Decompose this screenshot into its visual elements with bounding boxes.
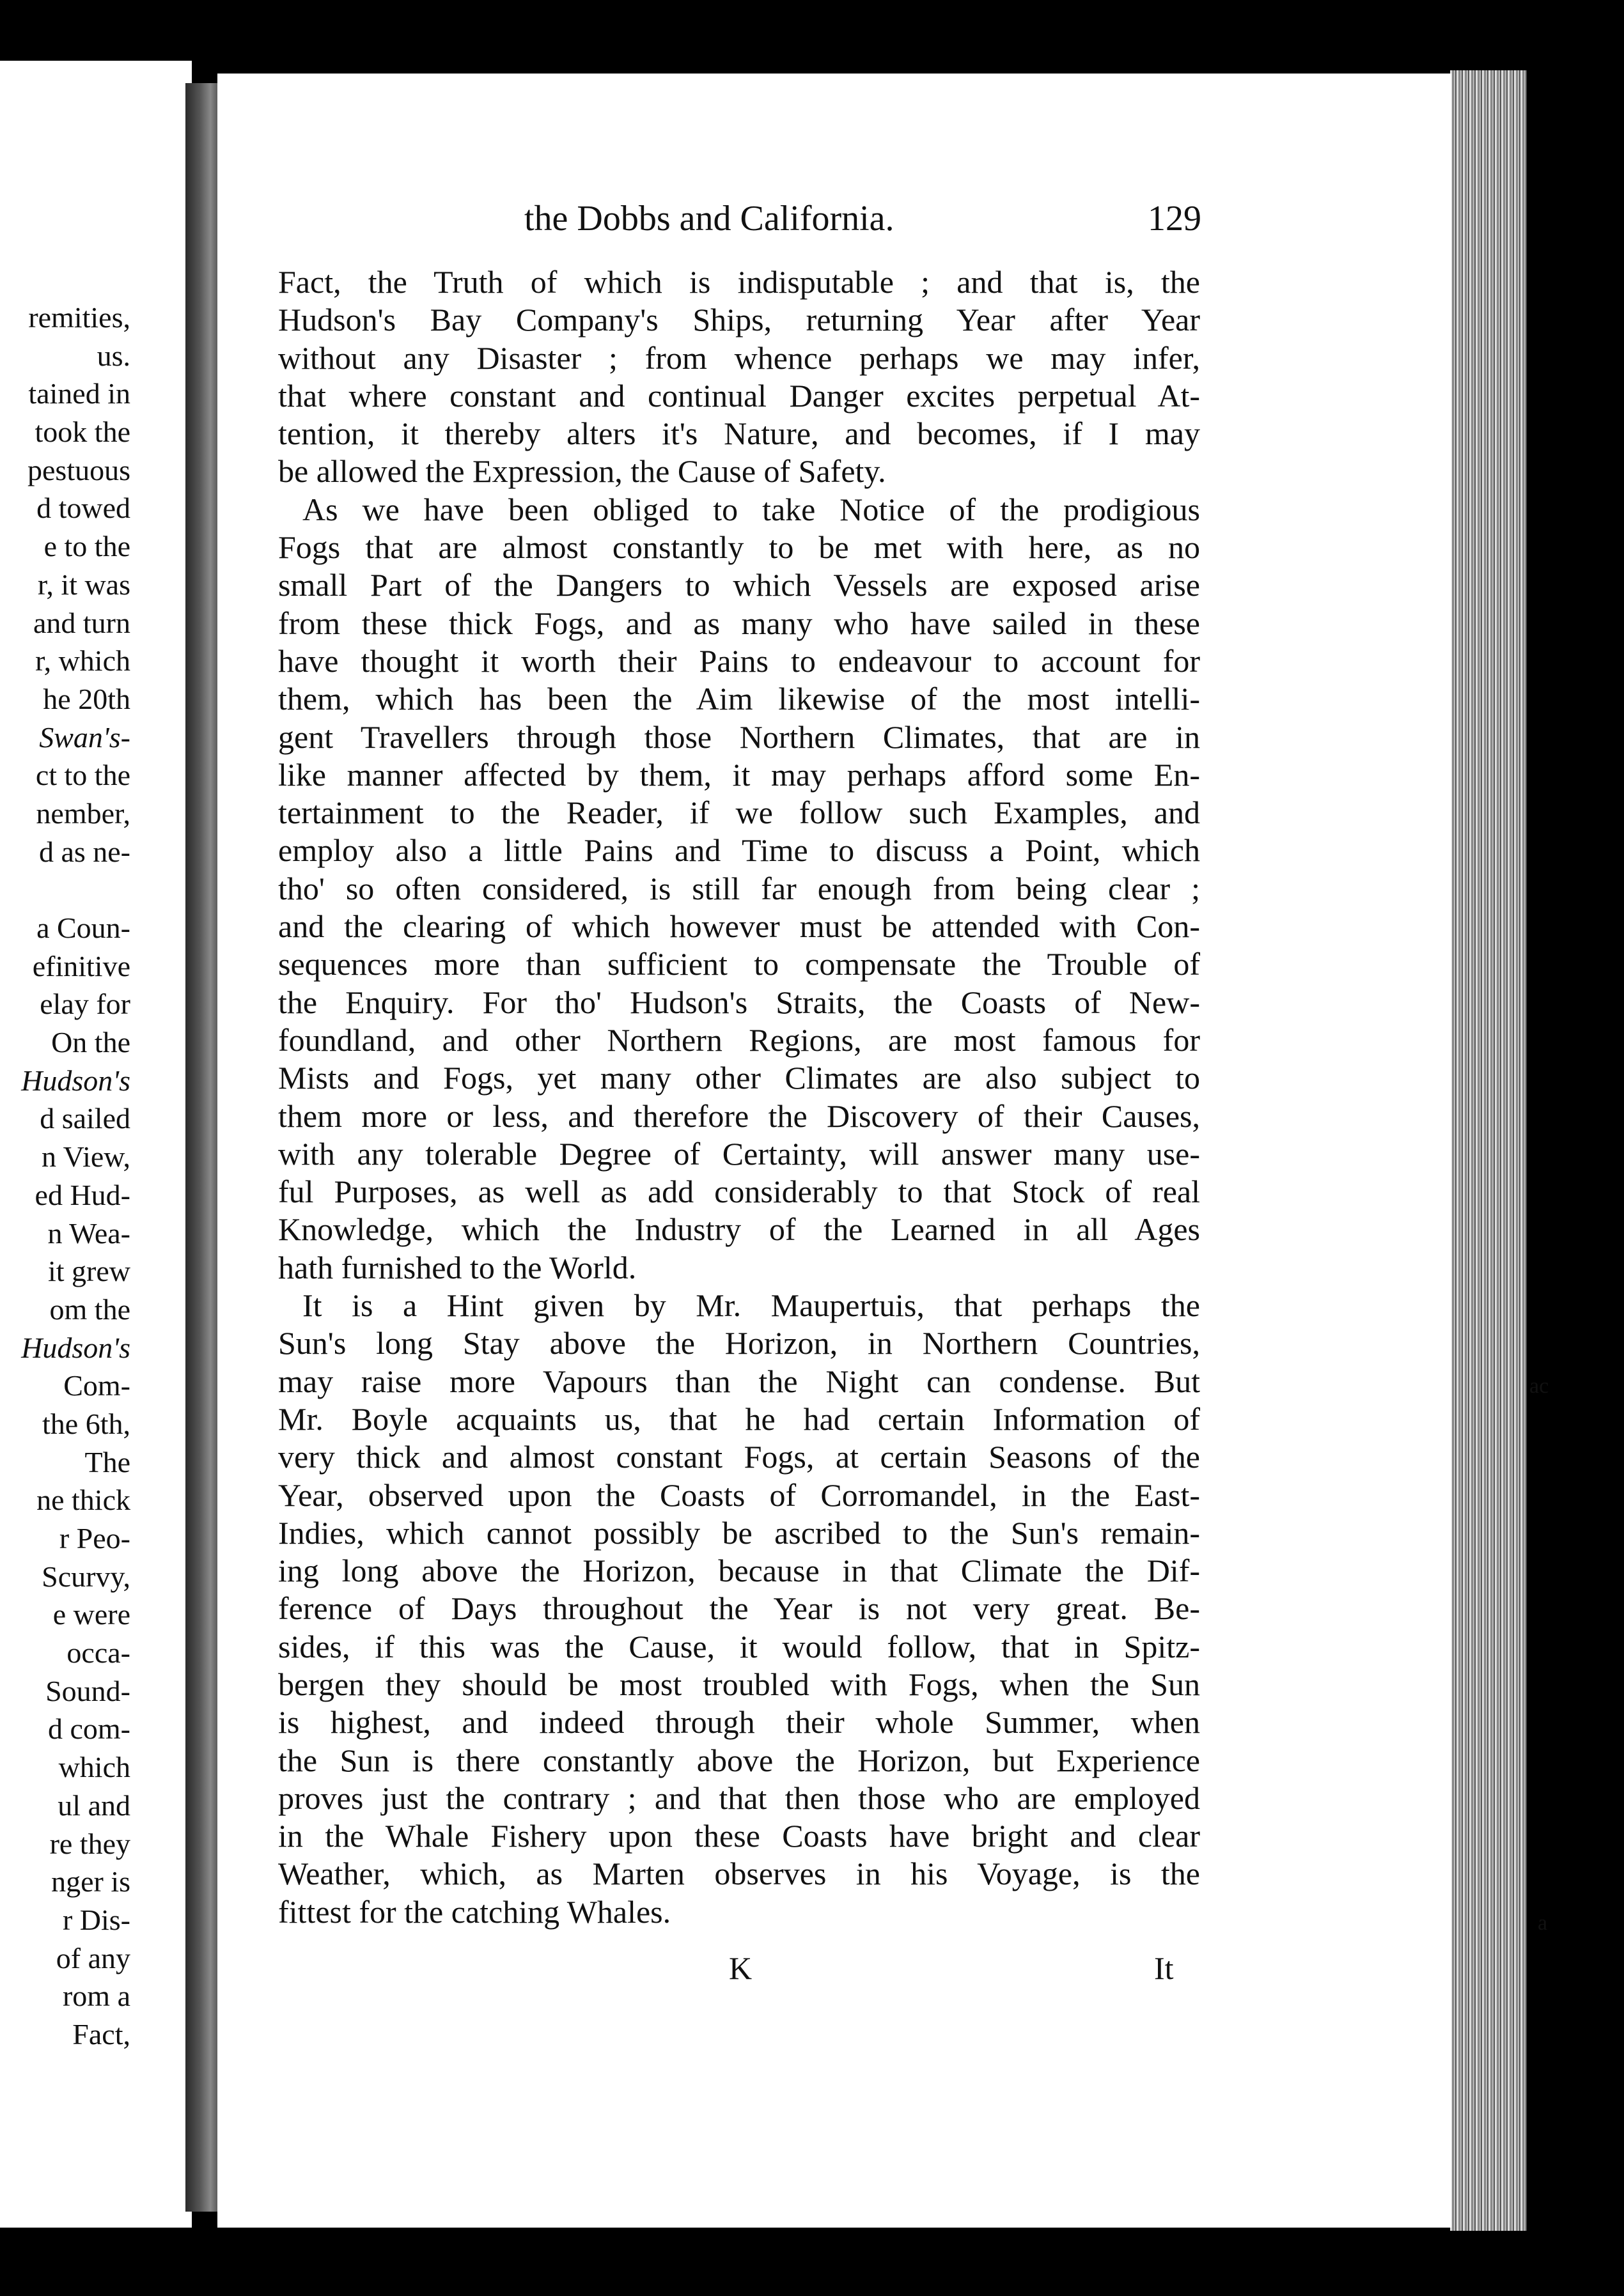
left-line: n Wea- — [47, 1216, 130, 1250]
left-line: d com- — [47, 1712, 130, 1746]
text-line: ference of Days throughout the Year is not very great. Be- — [278, 1590, 1200, 1627]
text-line: small Part of the Dangers to which Vessels are exposed arise — [278, 567, 1200, 603]
text-line: like manner affected by them, it may perhaps afford some En- — [278, 756, 1200, 793]
left-line: us. — [97, 339, 130, 372]
text-line: gent Travellers through those Northern Climates, that are in — [278, 718, 1200, 755]
left-line: Fact, — [72, 2017, 130, 2051]
text-line: Fact, the Truth of which is indisputable ; and that is, the — [278, 264, 1200, 300]
left-line: remities, — [28, 301, 130, 334]
left-line: he 20th — [43, 682, 130, 715]
text-line: sequences more than sufficient to compensate the Trouble of — [278, 946, 1200, 982]
left-line: occa- — [66, 1636, 130, 1670]
left-line: n View, — [41, 1140, 130, 1174]
text-line: Sun's long Stay above the Horizon, in Northern Countries, — [278, 1325, 1200, 1361]
text-line: from these thick Fogs, and as many who have sailed in these — [278, 605, 1200, 641]
text-line: Weather, which, as Marten observes in his Voyage, is the — [278, 1856, 1200, 1892]
left-line: Hudson's — [21, 1331, 130, 1364]
text-line: them more or less, and therefore the Discovery of their Causes, — [278, 1098, 1200, 1134]
text-line: and the clearing of which however must be attended with Con- — [278, 908, 1200, 945]
body-text — [278, 263, 1200, 1931]
left-line: of any — [56, 1941, 130, 1974]
left-line: r, it was — [37, 568, 130, 601]
text-line: ful Purposes, as well as add considerably to that Stock of real — [278, 1174, 1200, 1210]
text-line: may raise more Vapours than the Night can condense. But — [278, 1363, 1200, 1399]
text-line: foundland, and other Northern Regions, are most famous for — [278, 1021, 1200, 1058]
left-line: r Peo- — [59, 1522, 130, 1555]
left-line: and turn — [33, 606, 130, 639]
left-line: tained in — [28, 377, 130, 410]
text-line: tho' so often considered, is still far enough from being clear ; — [278, 870, 1200, 906]
text-line: that where constant and continual Danger excites perpetual At- — [278, 377, 1200, 414]
text-line: ing long above the Horizon, because in that Climate the Dif- — [278, 1553, 1200, 1589]
left-line: Com- — [63, 1369, 130, 1402]
left-line: r Dis- — [62, 1903, 130, 1936]
text-line: very thick and almost constant Fogs, at certain Seasons of the — [278, 1439, 1200, 1475]
text-line: the Sun is there constantly above the Horizon, but Experience — [278, 1742, 1200, 1778]
text-line: tention, it thereby alters it's Nature, and becomes, if I may — [278, 415, 1200, 452]
text-line: without any Disaster ; from whence perhaps we may infer, — [278, 339, 1200, 376]
page-number: 129 — [1148, 199, 1201, 238]
signature-mark: K — [729, 1950, 753, 1986]
left-line — [0, 871, 192, 909]
text-line: in the Whale Fishery upon these Coasts have bright and clear — [278, 1818, 1200, 1854]
text-line: fittest for the catching Whales. — [278, 1893, 671, 1930]
left-line: e were — [52, 1598, 130, 1631]
text-line: proves just the contrary ; and that then those who are employed — [278, 1780, 1200, 1816]
text-line: Mists and Fogs, yet many other Climates are also subject to — [278, 1060, 1200, 1096]
left-line: e to the — [43, 530, 130, 563]
left-line: efinitive — [32, 949, 130, 982]
left-line: d as ne- — [38, 835, 130, 868]
margin-mark: a — [1538, 1911, 1548, 1935]
left-line: which — [58, 1751, 130, 1784]
text-line: employ also a little Pains and Time to discuss a Point, which — [278, 832, 1200, 869]
text-line: As we have been obliged to take Notice of the prodigious — [302, 491, 1200, 527]
text-line: Mr. Boyle acquaints us, that he had certain Information of — [278, 1400, 1200, 1437]
text-line: be allowed the Expression, the Cause of Safety. — [278, 453, 886, 490]
left-line: Hudson's — [21, 1064, 130, 1097]
left-line: On the — [51, 1026, 130, 1059]
text-line: have thought it worth their Pains to endeavour to account for — [278, 642, 1200, 679]
left-line: a Coun- — [36, 911, 130, 944]
text-line: tertainment to the Reader, if we follow such Examples, and — [278, 795, 1200, 831]
left-line: Sound- — [45, 1674, 130, 1707]
text-line: bergen they should be most troubled with Fogs, when the Sun — [278, 1666, 1200, 1702]
left-line: took the — [35, 415, 130, 449]
left-line: pestuous — [27, 453, 130, 486]
left-line: ed Hud- — [35, 1178, 130, 1211]
text-line: Year, observed upon the Coasts of Corromandel, in the East- — [278, 1477, 1200, 1513]
left-line: d sailed — [40, 1102, 130, 1135]
page-edges — [1450, 70, 1527, 2231]
left-page-text-fragment — [0, 299, 192, 2054]
left-line: nember, — [36, 796, 130, 830]
text-line: the Enquiry. For tho' Hudson's Straits, the Coasts of New- — [278, 984, 1200, 1020]
book-gutter — [185, 83, 221, 2212]
text-line: Knowledge, which the Industry of the Learned in all Ages — [278, 1211, 1200, 1248]
text-line: Hudson's Bay Company's Ships, returning Year after Year — [278, 302, 1200, 338]
left-line: the 6th, — [42, 1407, 130, 1440]
left-line: om the — [49, 1292, 130, 1326]
left-line: d towed — [36, 492, 130, 525]
left-line: r, which — [35, 644, 130, 678]
left-line: rom a — [62, 1980, 130, 2013]
left-line: elay for — [40, 988, 130, 1021]
left-line: Swan's- — [39, 720, 130, 754]
left-line: it grew — [47, 1255, 130, 1288]
left-line: nger is — [51, 1865, 130, 1898]
left-line: ne thick — [36, 1484, 130, 1517]
left-line: ul and — [58, 1788, 130, 1822]
running-title: the Dobbs and California. — [524, 199, 894, 238]
text-line: with any tolerable Degree of Certainty, will answer many use- — [278, 1135, 1200, 1172]
left-line: ct to the — [35, 759, 130, 792]
text-line: sides, if this was the Cause, it would follow, that in Spitz- — [278, 1628, 1200, 1664]
left-line: re they — [49, 1827, 130, 1860]
left-line: Scurvy, — [42, 1560, 130, 1593]
left-line: The — [84, 1445, 130, 1478]
text-line: is highest, and indeed through their whole Summer, when — [278, 1704, 1200, 1741]
text-line: It is a Hint given by Mr. Maupertuis, that perhaps the — [302, 1287, 1200, 1324]
text-line: them, which has been the Aim likewise of the most intelli- — [278, 681, 1200, 717]
left-page — [0, 61, 192, 2228]
text-line: Fogs that are almost constantly to be met with here, as no — [278, 529, 1200, 566]
margin-mark: ac — [1529, 1374, 1549, 1398]
catchword: It — [1154, 1950, 1174, 1986]
text-line: Indies, which cannot possibly be ascribed to the Sun's remain- — [278, 1514, 1200, 1551]
text-line: hath furnished to the World. — [278, 1249, 637, 1285]
